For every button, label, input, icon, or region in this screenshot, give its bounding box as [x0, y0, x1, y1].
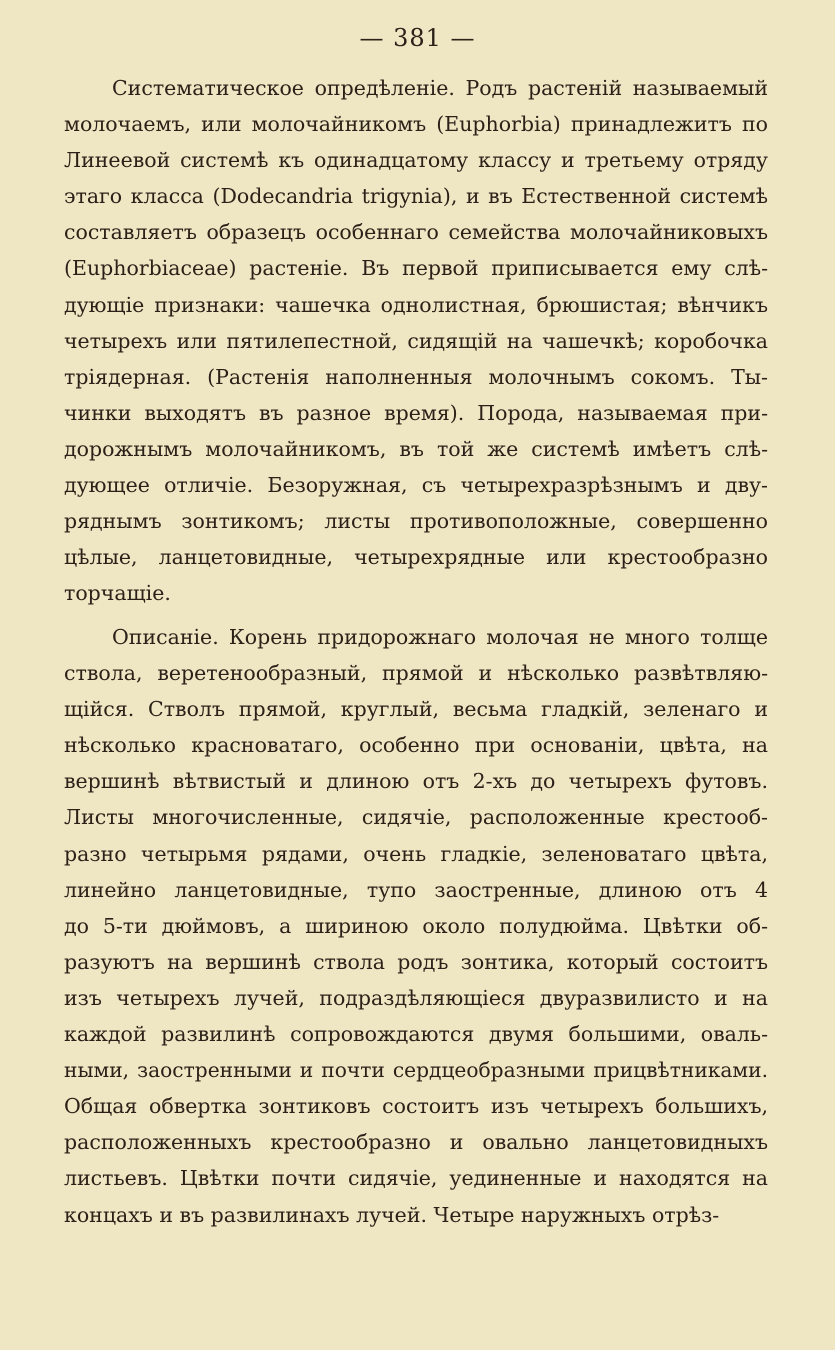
- text-line: цѣлые, ланцетовидные, четырехрядные или крестообразно: [64, 545, 768, 570]
- text-line: линейно ланцетовидные, тупо заостренные, длиною отъ 4: [64, 877, 768, 902]
- text-line: нѣсколько красноватаго, особенно при основаніи, цвѣта, на: [64, 733, 768, 758]
- text-line: (Euphorbiaceae) растеніе. Въ первой приписывается ему слѣ-: [64, 256, 768, 281]
- text-line: дующее отличіе. Безоружная, съ четырехразрѣзнымъ и дву-: [64, 473, 768, 498]
- text-line: этаго класса (Dodecandria trigynia), и въ Естественной системѣ: [64, 184, 768, 209]
- text-line: четырехъ или пятилепестной, сидящій на чашечкѣ; коробочка: [64, 328, 768, 353]
- text-line: молочаемъ, или молочайникомъ (Euphorbia) принадлежитъ по: [64, 112, 768, 137]
- text-line: Описаніе. Корень придорожнаго молочая не много толще: [112, 625, 768, 649]
- text-line: дующіе признаки: чашечка однолистная, брюшистая; вѣнчикъ: [64, 292, 768, 317]
- text-line: Листы многочисленные, сидячіе, расположенные крестооб-: [64, 805, 768, 830]
- text-line: Систематическое опредѣленіе. Родъ растеній называемый: [112, 76, 768, 100]
- text-line: щійся. Стволъ прямой, круглый, весьма гладкій, зеленаго и: [64, 697, 768, 722]
- text-line: Линеевой системѣ къ одинадцатому классу и третьему отряду: [64, 148, 768, 173]
- text-line: расположенныхъ крестообразно и овально ланцетовидныхъ: [64, 1130, 768, 1155]
- text-line: до 5-ти дюймовъ, а шириною около полудюйма. Цвѣтки об-: [64, 913, 768, 938]
- text-line: вершинѣ вѣтвистый и длиною отъ 2-хъ до четырехъ футовъ.: [64, 769, 768, 794]
- text-line: торчащіе.: [64, 581, 171, 606]
- text-line: ствола, веретенообразный, прямой и нѣсколько развѣтвляю-: [64, 661, 768, 686]
- text-line: каждой развилинѣ сопровождаются двумя большими, оваль-: [64, 1022, 768, 1047]
- text-line: концахъ и въ развилинахъ лучей. Четыре наружныхъ отрѣз-: [64, 1202, 720, 1227]
- text-line: разно четырьмя рядами, очень гладкіе, зеленоватаго цвѣта,: [64, 841, 768, 866]
- text-line: тріядерная. (Растенія наполненныя молочнымъ сокомъ. Ты-: [64, 364, 768, 389]
- paragraph-description: [64, 619, 768, 1233]
- text-line: составляетъ образецъ особеннаго семейства молочайниковыхъ: [64, 220, 768, 245]
- text-line: чинки выходятъ въ разное время). Порода, называемая при-: [64, 400, 768, 425]
- text-line: разуютъ на вершинѣ ствола родъ зонтика, который состоитъ: [64, 949, 768, 974]
- text-line: Общая обвертка зонтиковъ состоитъ изъ четырехъ большихъ,: [64, 1094, 768, 1119]
- text-line: дорожнымъ молочайникомъ, въ той же системѣ имѣетъ слѣ-: [64, 436, 768, 461]
- paragraph-systematic-definition: [64, 70, 768, 611]
- text-line: ными, заостренными и почти сердцеобразными прицвѣтниками.: [64, 1058, 768, 1083]
- text-line: изъ четырехъ лучей, подраздѣляющіеся двуразвилисто и на: [64, 985, 768, 1010]
- text-line: листьевъ. Цвѣтки почти сидячіе, уединенные и находятся на: [64, 1166, 768, 1191]
- text-line: ряднымъ зонтикомъ; листы противоположные, совершенно: [64, 509, 768, 534]
- page-number: — 381 —: [359, 24, 476, 52]
